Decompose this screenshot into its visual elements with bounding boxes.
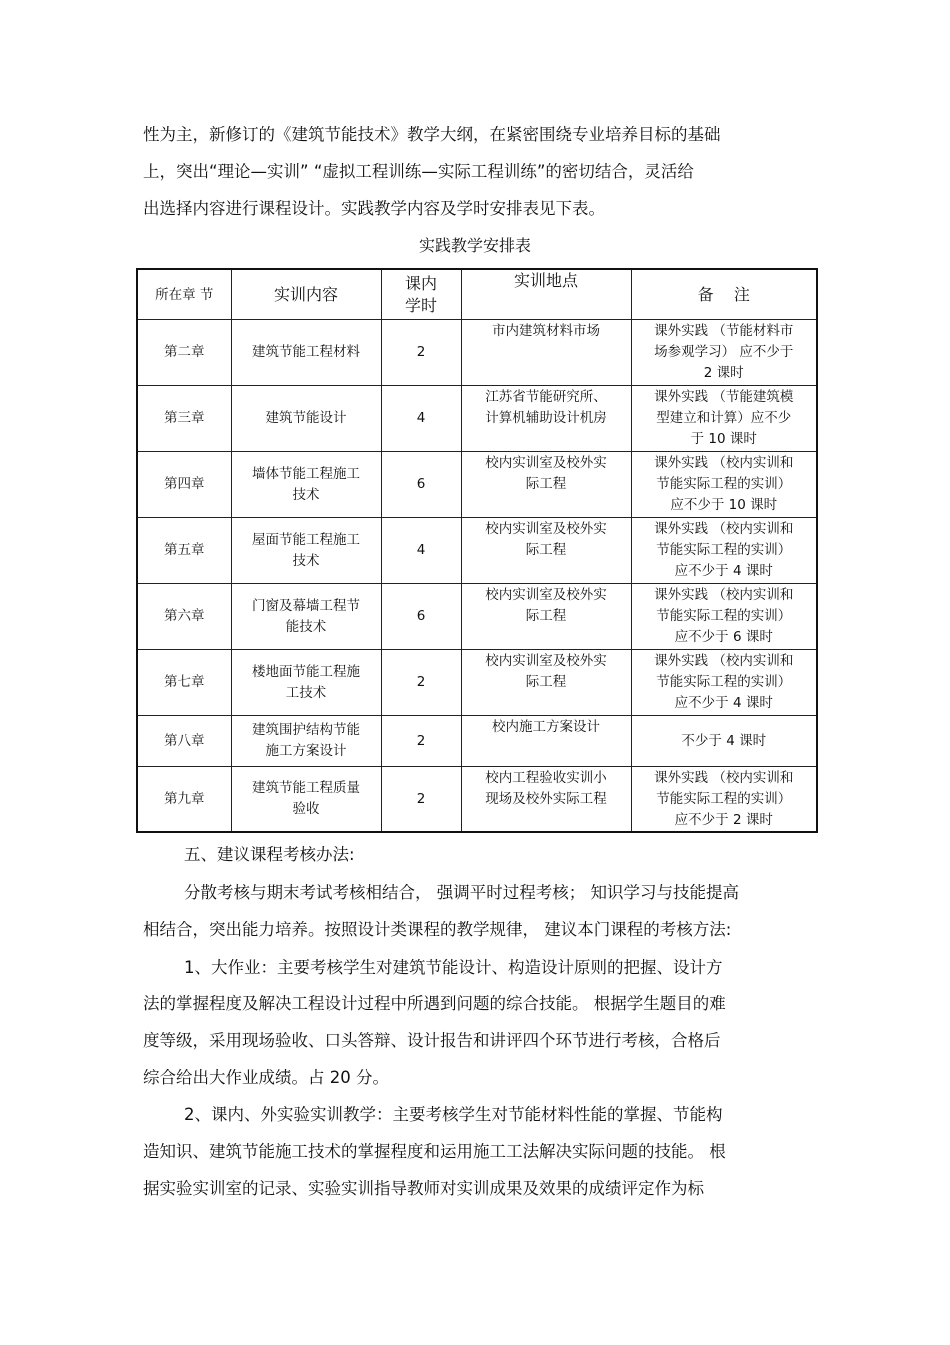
hours-cell: 4 bbox=[381, 386, 461, 452]
chapter-cell: 第九章 bbox=[137, 767, 231, 833]
table-row bbox=[137, 386, 817, 452]
location-cell: 校内实训室及校外实 际工程 bbox=[461, 452, 631, 518]
chapter-cell: 第二章 bbox=[137, 320, 231, 386]
chapter-cell: 第七章 bbox=[137, 650, 231, 716]
section5-heading: 五、建议课程考核办法: bbox=[184, 845, 355, 864]
header-hours: 课内 学时 bbox=[381, 269, 461, 320]
item1-line-3: 度等级，采用现场验收、口头答辩、设计报告和讲评四个环节进行考核，合格后 bbox=[143, 1031, 721, 1050]
table-row bbox=[137, 650, 817, 716]
location-cell: 校内施工方案设计 bbox=[461, 716, 631, 767]
content-cell: 屋面节能工程施工 技术 bbox=[231, 518, 381, 584]
chapter-cell: 第四章 bbox=[137, 452, 231, 518]
header-chapter: 所在章 节 bbox=[137, 269, 231, 320]
hours-cell: 2 bbox=[381, 650, 461, 716]
content-cell: 建筑围护结构节能 施工方案设计 bbox=[231, 716, 381, 767]
hours-cell: 2 bbox=[381, 767, 461, 833]
note-cell: 不少于 4 课时 bbox=[631, 716, 817, 767]
item2-line-1: 2、课内、外实验实训教学：主要考核学生对节能材料性能的掌握、节能构 bbox=[184, 1105, 723, 1124]
hours-cell: 2 bbox=[381, 716, 461, 767]
location-cell: 校内实训室及校外实 际工程 bbox=[461, 518, 631, 584]
note-cell: 课外实践 （校内实训和 节能实际工程的实训） 应不少于 10 课时 bbox=[631, 452, 817, 518]
table-row bbox=[137, 716, 817, 767]
practice-schedule-table bbox=[136, 268, 818, 833]
location-cell: 江苏省节能研究所、 计算机辅助设计机房 bbox=[461, 386, 631, 452]
item2-line-3: 据实验实训室的记录、实验实训指导教师对实训成果及效果的成绩评定作为标 bbox=[143, 1179, 704, 1198]
content-cell: 建筑节能工程质量 验收 bbox=[231, 767, 381, 833]
item2-line-2: 造知识、建筑节能施工技术的掌握程度和运用施工工法解决实际问题的技能。 根 bbox=[143, 1142, 726, 1161]
table-header-row bbox=[137, 269, 817, 320]
table-row bbox=[137, 320, 817, 386]
intro-line-1: 性为主，新修订的《建筑节能技术》教学大纲，在紧密围绕专业培养目标的基础 bbox=[143, 125, 721, 144]
location-cell: 校内实训室及校外实 际工程 bbox=[461, 584, 631, 650]
intro-line-2: 上，突出“理论—实训” “虚拟工程训练—实际工程训练”的密切结合，灵活给 bbox=[143, 162, 694, 181]
note-cell: 课外实践 （节能材料市 场参观学习） 应不少于 2 课时 bbox=[631, 320, 817, 386]
table-row bbox=[137, 452, 817, 518]
item1-line-4: 综合给出大作业成绩。占 20 分。 bbox=[143, 1068, 389, 1087]
location-cell: 校内实训室及校外实 际工程 bbox=[461, 650, 631, 716]
note-cell: 课外实践 （校内实训和 节能实际工程的实训） 应不少于 2 课时 bbox=[631, 767, 817, 833]
hours-cell: 6 bbox=[381, 452, 461, 518]
item1-line-1: 1、大作业：主要考核学生对建筑节能设计、构造设计原则的把握、设计方 bbox=[184, 958, 723, 977]
hours-cell: 4 bbox=[381, 518, 461, 584]
note-cell: 课外实践 （校内实训和 节能实际工程的实训） 应不少于 4 课时 bbox=[631, 518, 817, 584]
table-caption: 实践教学安排表 bbox=[418, 236, 531, 255]
table-row bbox=[137, 584, 817, 650]
intro-line-3: 出选择内容进行课程设计。实践教学内容及学时安排表见下表。 bbox=[143, 199, 605, 218]
note-cell: 课外实践 （校内实训和 节能实际工程的实训） 应不少于 4 课时 bbox=[631, 650, 817, 716]
chapter-cell: 第八章 bbox=[137, 716, 231, 767]
section5-para1-line-1: 分散考核与期末考试考核相结合， 强调平时过程考核； 知识学习与技能提高 bbox=[184, 883, 739, 902]
chapter-cell: 第六章 bbox=[137, 584, 231, 650]
content-cell: 门窗及幕墙工程节 能技术 bbox=[231, 584, 381, 650]
note-cell: 课外实践 （校内实训和 节能实际工程的实训） 应不少于 6 课时 bbox=[631, 584, 817, 650]
content-cell: 楼地面节能工程施 工技术 bbox=[231, 650, 381, 716]
header-note: 备 注 bbox=[631, 269, 817, 320]
content-cell: 建筑节能工程材料 bbox=[231, 320, 381, 386]
chapter-cell: 第三章 bbox=[137, 386, 231, 452]
table-row bbox=[137, 767, 817, 833]
chapter-cell: 第五章 bbox=[137, 518, 231, 584]
content-cell: 墙体节能工程施工 技术 bbox=[231, 452, 381, 518]
section5-para1-line-2: 相结合，突出能力培养。按照设计类课程的教学规律， 建议本门课程的考核方法: bbox=[143, 920, 732, 939]
item1-line-2: 法的掌握程度及解决工程设计过程中所遇到问题的综合技能。 根据学生题目的难 bbox=[143, 994, 726, 1013]
header-content: 实训内容 bbox=[231, 269, 381, 320]
hours-cell: 6 bbox=[381, 584, 461, 650]
hours-cell: 2 bbox=[381, 320, 461, 386]
location-cell: 市内建筑材料市场 bbox=[461, 320, 631, 386]
table-row bbox=[137, 518, 817, 584]
note-cell: 课外实践 （节能建筑模 型建立和计算）应不少 于 10 课时 bbox=[631, 386, 817, 452]
location-cell: 校内工程验收实训小 现场及校外实际工程 bbox=[461, 767, 631, 833]
header-location: 实训地点 bbox=[461, 269, 631, 320]
content-cell: 建筑节能设计 bbox=[231, 386, 381, 452]
